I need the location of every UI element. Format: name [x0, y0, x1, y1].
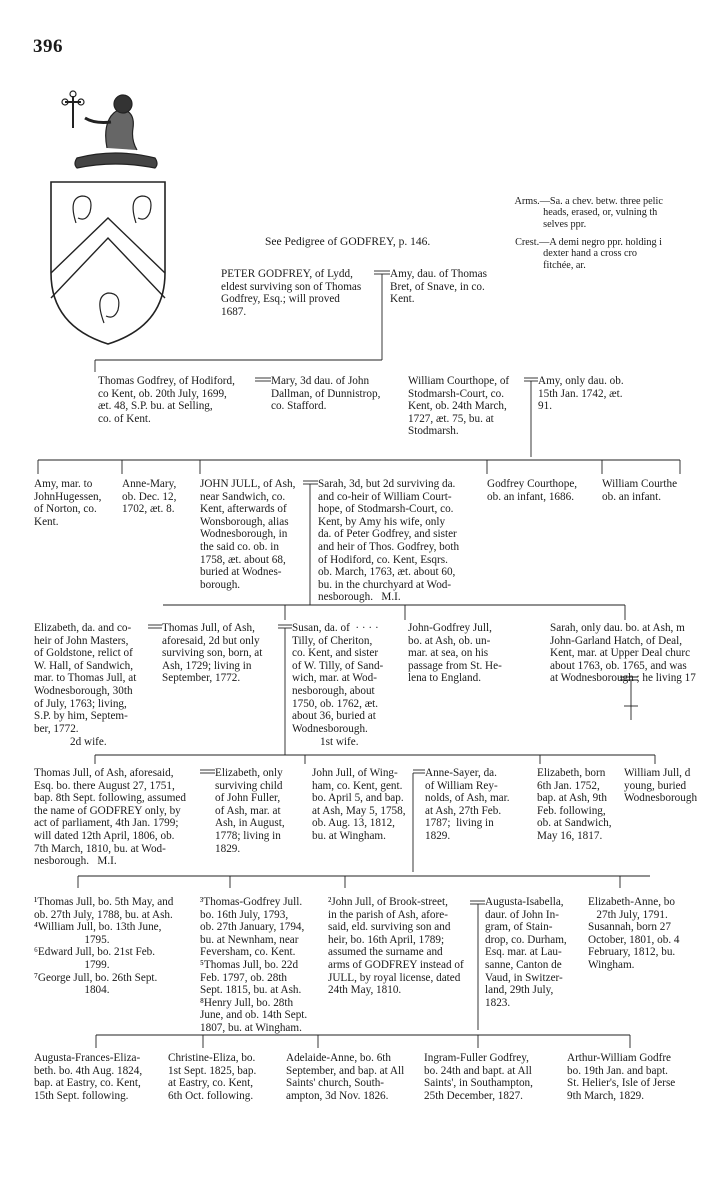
person-william-jull-young: William Jull, d young, buried Wodnesborough — [624, 767, 698, 805]
crest-text: Crest.—A demi negro ppr. holding i dexter hand a cross cro fitchée, ar. — [515, 236, 662, 271]
person-christine-eliza: Christine-Eliza, bo. 1st Sept. 1825, bap. at Eastry, co. Kent, 6th Oct. following. — [168, 1052, 257, 1102]
persons-elizabeth-anne-susannah: Elizabeth-Anne, bo 27th July, 1791. Susannah, born 27 October, 1801, ob. 4 February, 1812, bu. Wingham. — [588, 896, 680, 971]
person-adelaide-anne: Adelaide-Anne, bo. 6th September, and bap. at All Saints' church, South- ampton, 3d Nov. 1826. — [286, 1052, 405, 1102]
person-john-jull-wingham: John Jull, of Wing- ham, co. Kent, gent. bo. April 5, and bap. at Ash, May 5, 1758, ob. Aug. 13, 1812, bu. at Wingham. — [312, 767, 406, 842]
person-amy-bret: Amy, dau. of Thomas Bret, of Snave, in co. Kent. — [390, 268, 487, 306]
person-william-courthope-infant: William Courthe ob. an infant. — [602, 478, 678, 503]
person-augusta-ingram: Augusta-Isabella, daur. of John In- gram, of Stain- drop, co. Durham, Esq. mar. at Lau- sanne, Canton de Vaud, in Switzer- land, 29th July, 1823. — [485, 896, 567, 1009]
person-william-courthope: William Courthope, of Stodmarsh-Court, co. Kent, ob. 24th March, 1727, æt. 75, bu. at Stodmarsh. — [408, 375, 510, 438]
persons-jull-sons-left: ¹Thomas Jull, bo. 5th May, and ob. 27th July, 1788, bu. at Ash. ⁴William Jull, bo. 13th June, 1795. ⁶Edward Jull, bo. 21st Feb. 1799. ⁷George Jull, bo. 26th Sept. 1804. — [34, 896, 174, 997]
wife-label-1st: 1st wife. — [320, 736, 359, 748]
person-thomas-jull-godfrey: Thomas Jull, of Ash, aforesaid, Esq. bo. there August 27, 1751, bap. 8th Sept. following, assumed the name of GODFREY only, by act of parliament, 4th Jan. 1799; will dated 12th April, 1806, ob. 7th March, 1810, bu. at Wod- nesborough. M.I. — [34, 767, 186, 868]
person-thomas-godfrey: Thomas Godfrey, of Hodiford, co Kent, ob. 20th July, 1699, æt. 48, S.P. bu. at Selling, co. of Kent. — [98, 375, 235, 425]
person-anne-sayer: Anne-Sayer, da. of William Rey- nolds, of Ash, mar. at Ash, 27th Feb. 1787; living in 1829. — [425, 767, 510, 842]
person-john-jull: JOHN JULL, of Ash, near Sandwich, co. Kent, afterwards of Wonsborough, alias Wodnesborough, in the said co. ob. in 1758, æt. about 68, buried at Wodnes- borough. — [200, 478, 296, 591]
person-godfrey-courthope: Godfrey Courthope, ob. an infant, 1686. — [487, 478, 578, 503]
person-elizabeth-jull-1752: Elizabeth, born 6th Jan. 1752, bap. at Ash, 9th Feb. following, ob. at Sandwich, May 16, 1817. — [537, 767, 612, 842]
person-sarah-courthope: Sarah, 3d, but 2d surviving da. and co-heir of William Court- hope, of Stodmarsh-Court, co. Kent, by Amy his wife, only da. of Peter Godfrey, and sister and heir of Thos. Godfrey, both of Hodiford, co. Kent, Esqrs. ob. March, 1763, æt. about 60, bu. in the churchyard at Wod- nesborough. M.I. — [318, 478, 460, 604]
person-peter-godfrey: PETER GODFREY, of Lydd, eldest surviving son of Thomas Godfrey, Esq.; will proved 1687. — [221, 268, 362, 318]
person-susan-tilly: Susan, da. of · · · · Tilly, of Cheriton, co. Kent, and sister of W. Tilly, of Sand- wich, mar. at Wod- nesborough, about 1750, ob. 1762, æt. about 36, buried at Wodnesborough. — [292, 622, 384, 735]
person-arthur-william: Arthur-William Godfre bo. 19th Jan. and bapt. St. Helier's, Isle of Jerse 9th March, 1829. — [567, 1052, 676, 1102]
person-amy-hugessen: Amy, mar. to JohnHugessen, of Norton, co. Kent. — [34, 478, 102, 528]
person-ingram-fuller: Ingram-Fuller Godfrey, bo. 24th and bapt. at All Saints', in Southampton, 25th December, 1827. — [424, 1052, 533, 1102]
person-mary-dallman: Mary, 3d dau. of John Dallman, of Dunnistrop, co. Stafford. — [271, 375, 381, 413]
arms-text: Arms.—Sa. a chev. betw. three pelic heads, erased, or, vulning th selves ppr. — [514, 195, 663, 230]
wife-label-2d: 2d wife. — [70, 736, 107, 748]
see-pedigree-note: See Pedigree of GODFREY, p. 146. — [265, 236, 431, 248]
persons-jull-sons-middle: ³Thomas-Godfrey Jull. bo. 16th July, 1793, ob. 27th January, 1794, bu. at Newnham, near Feversham, co. Kent. ⁵Thomas Jull, bo. 22d Feb. 1797, ob. 28th Sept. 1815, bu. at Ash. ⁸Henry Jull, bo. 28th June, and ob. 14th Sept. 1807, bu. at Wingham. — [200, 896, 308, 1034]
person-amy-courthope: Amy, only dau. ob. 15th Jan. 1742, æt. 91. — [538, 375, 624, 413]
person-thomas-jull-ash: Thomas Jull, of Ash, aforesaid, 2d but only surviving son, born, at Ash, 1729; living in September, 1772. — [162, 622, 263, 685]
person-sarah-jull: Sarah, only dau. bo. at Ash, m John-Garland Hatch, of Deal, Kent, mar. at Upper Deal churc about 1763, ob. 1765, and was at Wodnesborough ; he living 17 — [550, 622, 696, 685]
person-anne-mary: Anne-Mary, ob. Dec. 12, 1702, æt. 8. — [122, 478, 177, 516]
page-number: 396 — [33, 36, 63, 57]
person-augusta-frances: Augusta-Frances-Eliza- beth. bo. 4th Aug. 1824, bap. at Eastry, co. Kent, 15th Sept. following. — [34, 1052, 143, 1102]
person-elizabeth-masters: Elizabeth, da. and co- heir of John Masters, of Goldstone, relict of W. Hall, of Sandwich, mar. to Thomas Jull, at Wodnesborough, 30th of July, 1763; living, S.P. by him, Septem- ber, 1772. — [34, 622, 137, 735]
person-john-jull-godfrey: ²John Jull, of Brook-street, in the parish of Ash, afore- said, eld. surviving son and heir, bo. 16th April, 1789; assumed the surname and arms of GODFREY instead of JULL, by royal license, dated 24th May, 1810. — [328, 896, 464, 997]
person-elizabeth-fuller: Elizabeth, only surviving child of John Fuller, of Ash, mar. at Ash, in August, 1778; living in 1829. — [215, 767, 285, 855]
person-john-godfrey-jull: John-Godfrey Jull, bo. at Ash, ob. un- mar. at sea, on his passage from St. He- lena to England. — [408, 622, 502, 685]
